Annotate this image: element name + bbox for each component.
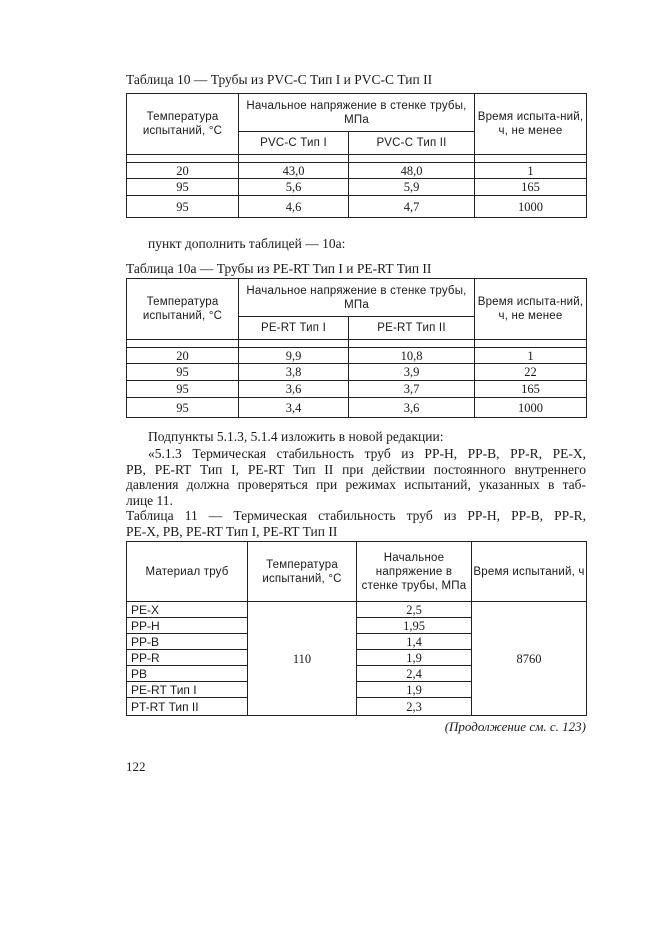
stress-cell: 2,5 [357,602,472,618]
table10a-caption: Таблица 10а — Трубы из PE-RT Тип I и PE-RT Тип II [126,261,432,276]
table10-header-sub2: PVC-C Тип II [349,132,475,155]
table-cell: 1000 [475,196,587,218]
page-number: 122 [126,759,146,774]
table10a-header-stress: Начальное напряжение в стенке трубы, МПа [239,279,475,317]
subpoints-note: Подпункты 5.1.3, 5.1.4 изложить в новой редакции: [148,429,444,444]
table-cell: 3,7 [349,381,475,398]
table-cell: 3,9 [349,364,475,381]
stress-cell: 1,4 [357,634,472,650]
caption-line: Таблица 11 — Термическая стабильность труб из PP-H, PP-B, PP-R, [126,508,586,523]
stress-cell: 1,9 [357,682,472,698]
table11-header-temp: Температура испытаний, °С [248,542,357,602]
stress-cell: 2,4 [357,666,472,682]
table-cell: 4,6 [239,196,349,218]
paragraph-line: лице 11. [126,492,173,508]
table-cell: 95 [127,179,239,196]
table-row [127,196,587,218]
note-add-table: пункт дополнить таблицей — 10а: [148,236,346,251]
table-row [127,381,587,398]
table-cell: 5,9 [349,179,475,196]
table10-caption: Таблица 10 — Трубы из PVC-C Тип I и PVC-C Тип II [126,72,433,87]
paragraph-513 [126,446,586,508]
continuation-note: (Продолжение см. с. 123) [444,719,586,734]
table-cell: 165 [475,179,587,196]
table-cell: 95 [127,398,239,418]
table-row [127,398,587,418]
temp-cell: 110 [248,602,357,716]
table11-caption [126,508,586,539]
table-cell: 43,0 [239,163,349,179]
table-cell: 95 [127,196,239,218]
table-cell: 5,6 [239,179,349,196]
table10-header-temp: Температура испытаний, °С [127,94,239,155]
table-row [127,179,587,196]
table-cell: 1 [475,163,587,179]
table-cell: 9,9 [239,348,349,364]
table-cell: 10,8 [349,348,475,364]
material-cell: PP-R [127,650,248,666]
material-cell: PP-B [127,634,248,650]
table10a-header-time: Время испыта-ний, ч, не менее [475,279,587,340]
table10-header-sub1: PVC-C Тип I [239,132,349,155]
material-cell: PE-RT Тип I [127,682,248,698]
table-row [127,348,587,364]
table-row [127,364,587,381]
stress-cell: 1,9 [357,650,472,666]
table-cell: 20 [127,348,239,364]
stress-cell: 1,95 [357,618,472,634]
table-row [127,163,587,179]
table10a-header-sub2: PE-RT Тип II [349,317,475,340]
material-cell: PT-RT Тип II [127,698,248,716]
table10-header-time: Время испыта-ний, ч, не менее [475,94,587,155]
material-cell: PB [127,666,248,682]
table-cell: 165 [475,381,587,398]
table-cell: 3,8 [239,364,349,381]
table-cell: 95 [127,381,239,398]
table11-header-stress: Начальное напряжение в стенке трубы, МПа [357,542,472,602]
table11-header-time: Время испытаний, ч [472,542,587,602]
table-cell: 48,0 [349,163,475,179]
caption-line: PE-X, PB, PE-RT Тип I, PE-RT Тип II [126,523,338,539]
table-cell: 3,4 [239,398,349,418]
table-cell: 1 [475,348,587,364]
table-cell: 95 [127,364,239,381]
table10 [126,93,587,218]
paragraph-line: давления должна проверяться при режимах испытаний, указанных в таб- [126,477,586,492]
table11 [126,541,587,716]
table10a [126,278,587,418]
table-cell: 4,7 [349,196,475,218]
table-cell: 3,6 [349,398,475,418]
material-cell: PE-X [127,602,248,618]
material-cell: PP-H [127,618,248,634]
time-cell: 8760 [472,602,587,716]
paragraph-line: «5.1.3 Термическая стабильность труб из PP-H, PP-B, PP-R, PE-X, [148,446,586,461]
table-cell: 22 [475,364,587,381]
table10a-header-temp: Температура испытаний, °С [127,279,239,340]
table10a-header-sub1: PE-RT Тип I [239,317,349,340]
table-row [127,602,587,618]
table11-header-material: Материал труб [127,542,248,602]
paragraph-line: PB, PE-RT Тип I, PE-RT Тип II при действии постоянного внутреннего [126,461,586,477]
table10-header-stress: Начальное напряжение в стенке трубы, МПа [239,94,475,132]
stress-cell: 2,3 [357,698,472,716]
table-cell: 20 [127,163,239,179]
table-cell: 1000 [475,398,587,418]
table-cell: 3,6 [239,381,349,398]
